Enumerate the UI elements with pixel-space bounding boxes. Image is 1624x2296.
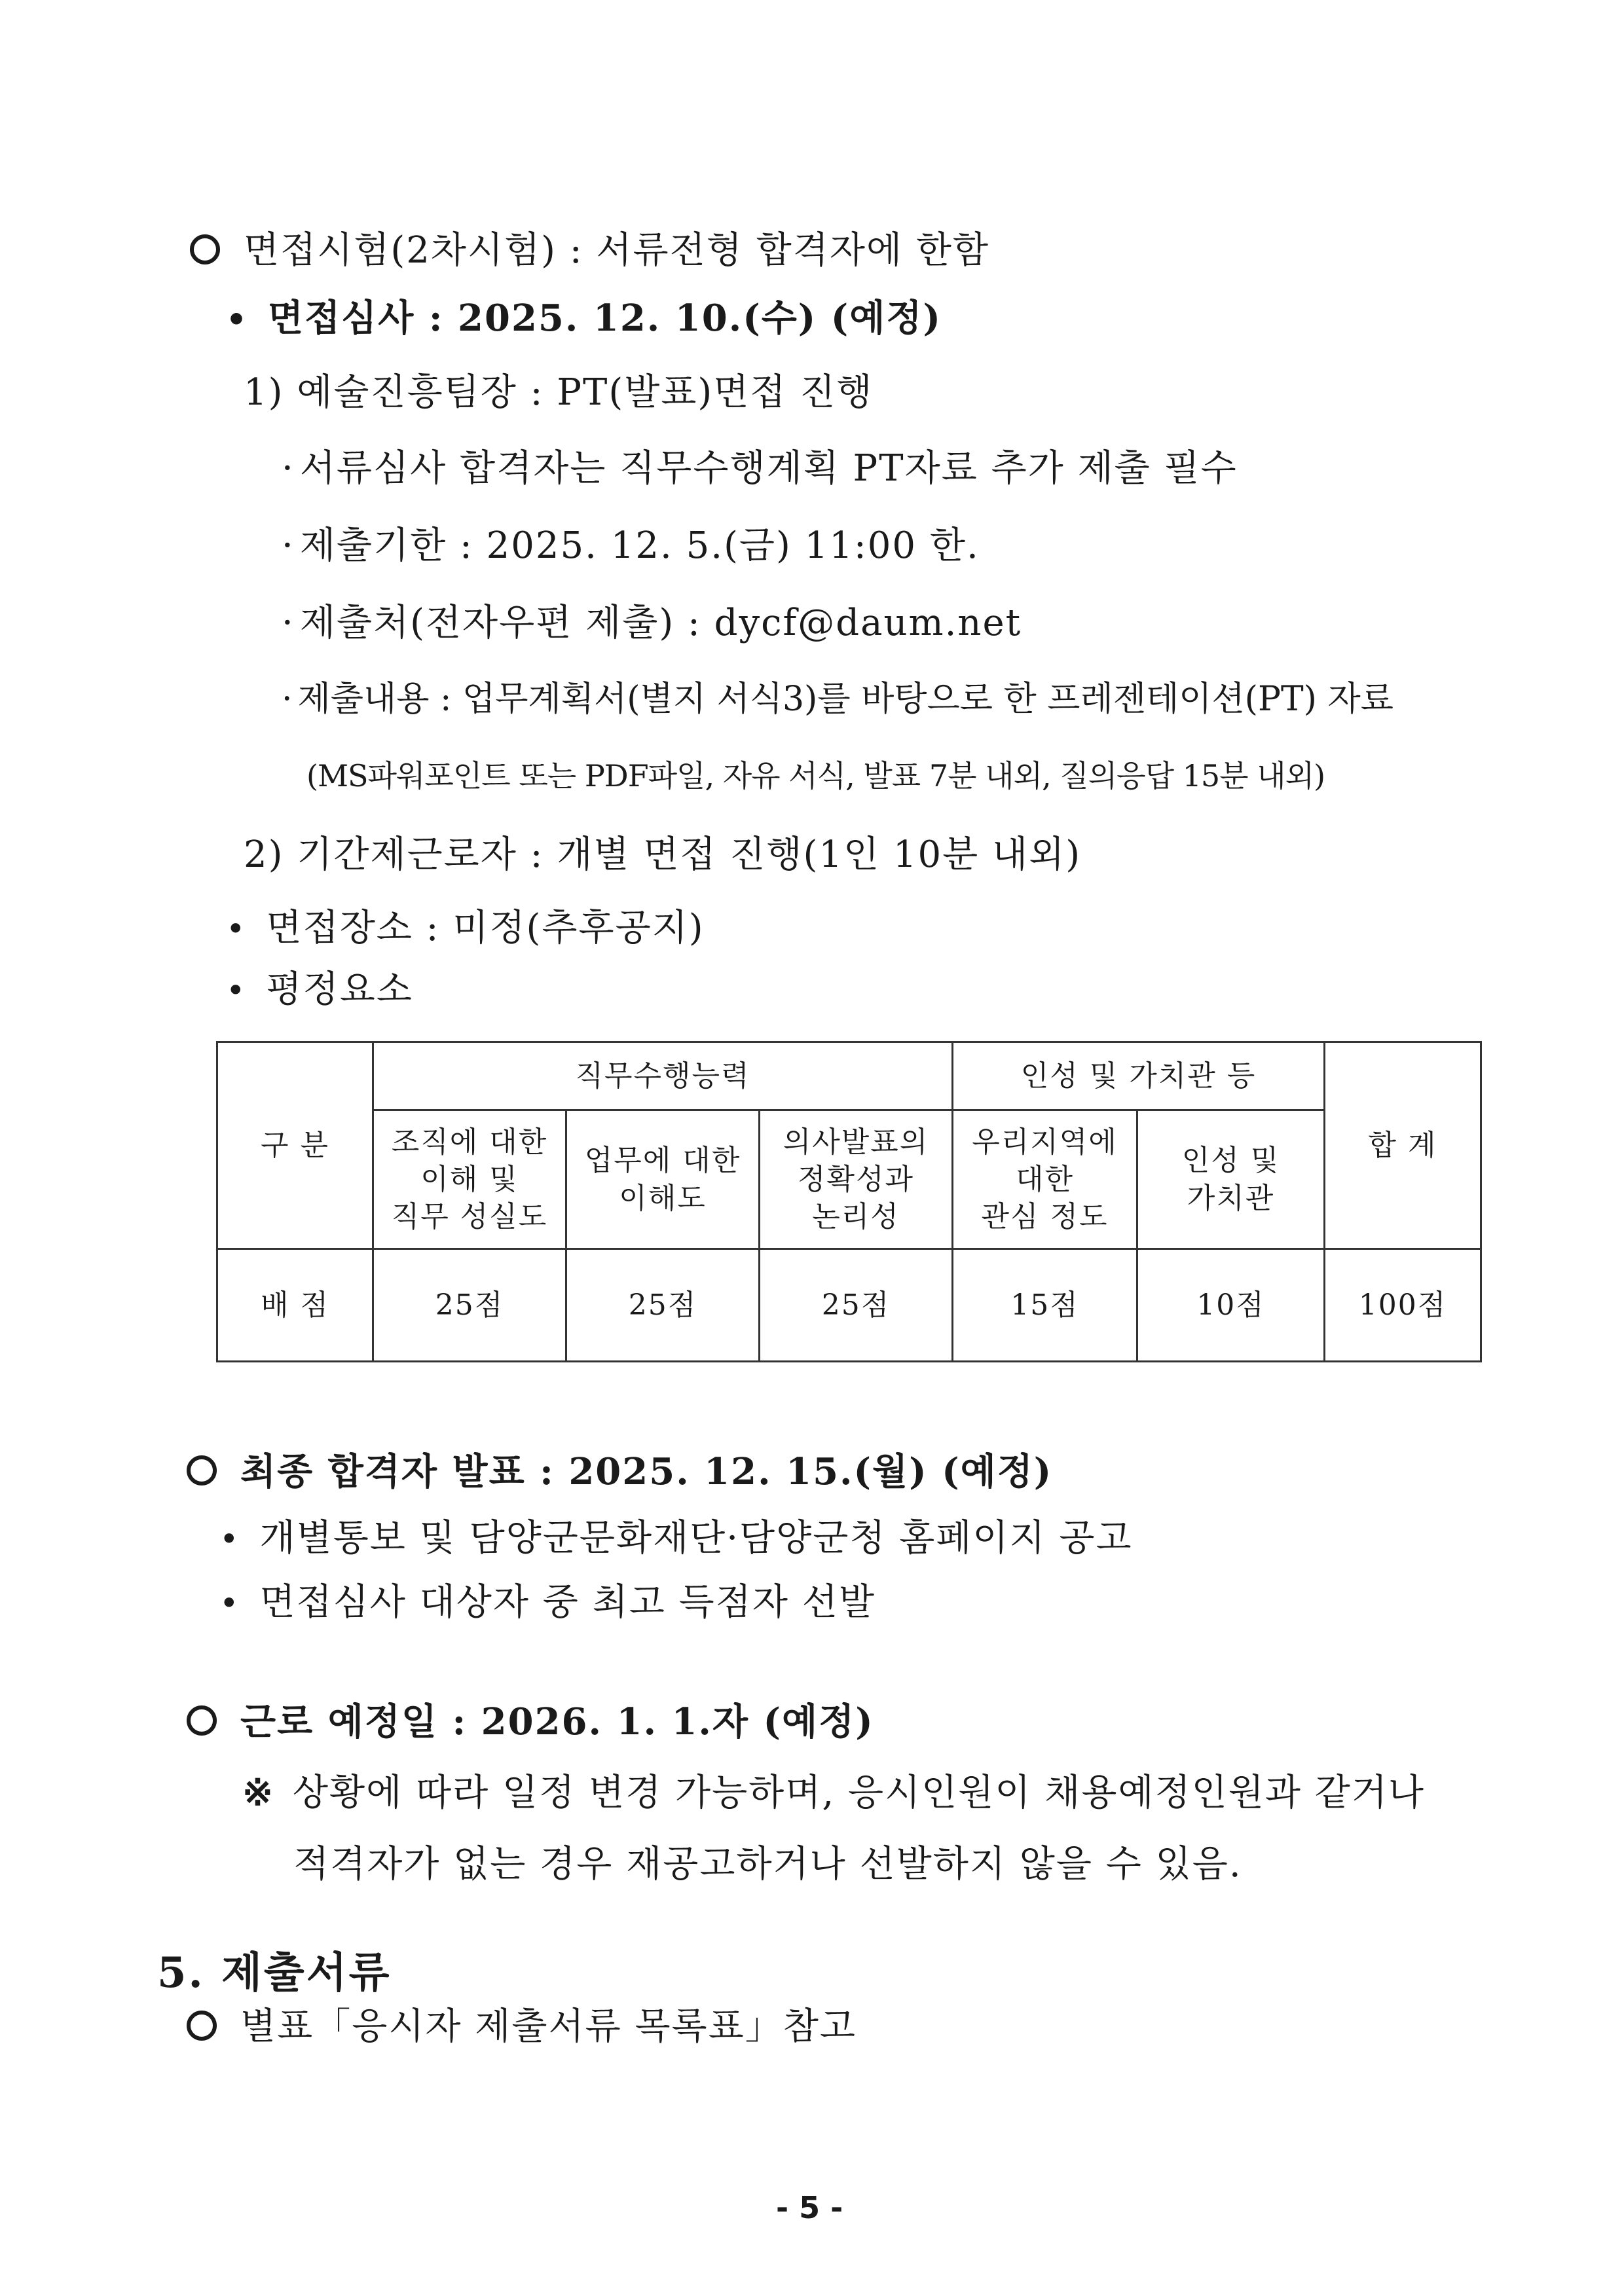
- circle-bullet-icon: [187, 2011, 217, 2041]
- item1-title: 1) 예술진흥팀장 : PT(발표)면접 진행: [244, 371, 874, 414]
- circle-bullet-icon: [190, 234, 220, 264]
- middle-dot-icon: ·: [282, 447, 295, 490]
- section5-title: 5. 제출서류: [157, 1948, 392, 1997]
- item2-title: 2) 기간제근로자 : 개별 면접 진행(1인 10분 내외): [244, 833, 1082, 876]
- circle-bullet-icon: [187, 1705, 217, 1736]
- table-cell: 100점: [1325, 1249, 1481, 1362]
- start-note-line-1: ※ 상황에 따라 일정 변경 가능하며, 응시인원이 채용예정인원과 같거나: [242, 1771, 1426, 1814]
- column-header: 인성 및 가치관: [1137, 1110, 1325, 1249]
- row-label: 배 점: [217, 1249, 373, 1362]
- bullet-icon: •: [219, 1584, 240, 1622]
- bullet-icon: •: [226, 910, 247, 948]
- reference-mark-icon: ※: [242, 1771, 274, 1814]
- column-header: 업무에 대한 이해도: [566, 1110, 760, 1249]
- table-cell: 15점: [953, 1249, 1137, 1362]
- item1-bullet-3: · 제출처(전자우편 제출) : dycf@daum.net: [282, 602, 1022, 644]
- final-bullet-1: • 개별통보 및 담양군문화재단·담양군청 홈페이지 공고: [219, 1517, 1133, 1559]
- bullet-icon: •: [226, 972, 247, 1010]
- table-header-row: [217, 1042, 1481, 1110]
- total-header: 합 계: [1325, 1042, 1481, 1249]
- middle-dot-icon: ·: [282, 524, 295, 567]
- section5-item: 별표「응시자 제출서류 목록표」참고: [187, 2009, 857, 2045]
- category-header: 구 분: [217, 1042, 373, 1249]
- interview-location: • 면접장소 : 미정(추후공지): [226, 907, 705, 949]
- table-row: [217, 1249, 1481, 1362]
- item1-bullet-1: · 서류심사 합격자는 직무수행계획 PT자료 추가 제출 필수: [282, 447, 1238, 490]
- column-header: 우리지역에 대한 관심 정도: [953, 1110, 1137, 1249]
- item1-note: (MS파워포인트 또는 PDF파일, 자유 서식, 발표 7분 내외, 질의응답 15분 내외): [306, 758, 1325, 793]
- page-number: - 5 -: [776, 2190, 843, 2225]
- interview-schedule: • 면접심사 : 2025. 12. 10.(수) (예정): [226, 297, 942, 340]
- item1-bullet-4: · 제출내용 : 업무계획서(별지 서식3)를 바탕으로 한 프레젠테이션(PT) 자료: [282, 680, 1393, 719]
- column-header: 조직에 대한 이해 및 직무 성실도: [373, 1110, 566, 1249]
- start-heading: 근로 예정일 : 2026. 1. 1.자 (예정): [187, 1704, 874, 1740]
- table-cell: 25점: [373, 1249, 566, 1362]
- start-note-line-2: 적격자가 없는 경우 재공고하거나 선발하지 않을 수 있음.: [293, 1843, 1242, 1886]
- item1-bullet-2: · 제출기한 : 2025. 12. 5.(금) 11:00 한.: [282, 524, 980, 567]
- table-cell: 25점: [760, 1249, 953, 1362]
- middle-dot-icon: ·: [282, 602, 295, 644]
- bullet-icon: •: [219, 1520, 240, 1558]
- group-header-competency: 직무수행능력: [373, 1042, 953, 1110]
- column-header: 의사발표의 정확성과 논리성: [760, 1110, 953, 1249]
- interview-heading: 면접시험(2차시험) : 서류전형 합격자에 한함: [190, 232, 989, 269]
- criteria-label: • 평정요소: [226, 968, 413, 1011]
- table-cell: 25점: [566, 1249, 760, 1362]
- bullet-icon: •: [226, 300, 248, 338]
- group-header-character: 인성 및 가치관 등: [953, 1042, 1325, 1110]
- final-heading: 최종 합격자 발표 : 2025. 12. 15.(월) (예정): [187, 1453, 1052, 1490]
- circle-bullet-icon: [187, 1455, 217, 1485]
- middle-dot-icon: ·: [282, 680, 293, 719]
- final-bullet-2: • 면접심사 대상자 중 최고 득점자 선발: [219, 1581, 876, 1624]
- table-cell: 10점: [1137, 1249, 1325, 1362]
- table-subheader-row: [217, 1110, 1481, 1249]
- evaluation-table: [216, 1041, 1482, 1362]
